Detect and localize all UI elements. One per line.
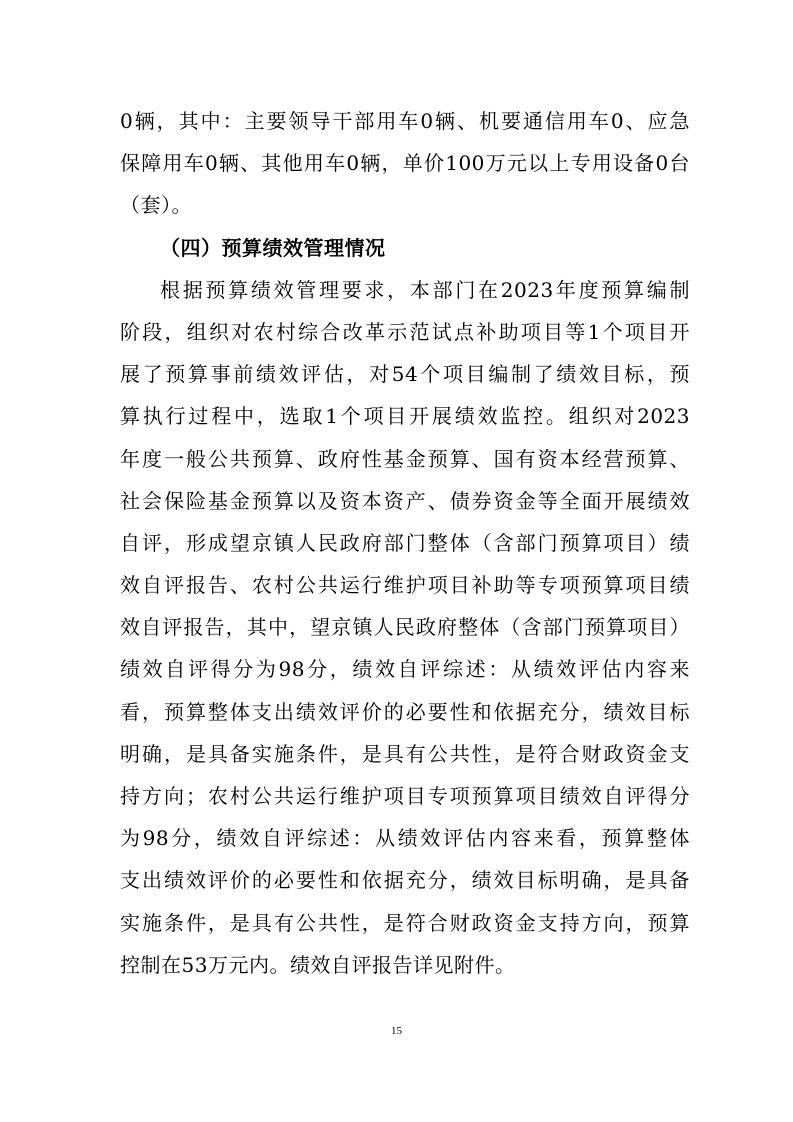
- text-line-19: 支出绩效评价的必要性和依据充分，绩效目标明确，是具备: [120, 868, 690, 893]
- text-line-7: 展了预算事前绩效评估，对54个项目编制了绩效目标，预: [120, 362, 690, 387]
- text-line-1: 0辆，其中：主要领导干部用车0辆、机要通信用车0、应急: [120, 109, 690, 133]
- text-line-8: 算执行过程中，选取1个项目开展绩效监控。组织对2023: [120, 404, 690, 429]
- text-line-3: （套）。: [120, 193, 192, 218]
- text-line-2: 保障用车0辆、其他用车0辆，单价100万元以上专用设备0台: [120, 151, 690, 176]
- text-line-17: 持方向；农村公共运行维护项目专项预算项目绩效自评得分: [120, 784, 690, 808]
- text-line-15: 看，预算整体支出绩效评价的必要性和依据充分，绩效目标: [120, 699, 690, 724]
- text-line-21: 控制在53万元内。绩效自评报告详见附件。: [120, 952, 516, 977]
- text-line-9: 年度一般公共预算、政府性基金预算、国有资本经营预算、: [120, 446, 690, 471]
- text-line-13: 效自评报告，其中，望京镇人民政府整体（含部门预算项目）: [120, 615, 690, 640]
- text-line-18: 为98分，绩效自评综述：从绩效评估内容来看，预算整体: [120, 826, 690, 851]
- body-text: [120, 100, 690, 986]
- text-line-20: 实施条件，是具有公共性，是符合财政资金支持方向，预算: [120, 910, 690, 935]
- text-line-12: 效自评报告、农村公共运行维护项目补助等专项预算项目绩: [120, 573, 690, 598]
- text-line-11: 自评，形成望京镇人民政府部门整体（含部门预算项目）绩: [120, 530, 690, 555]
- page-number: 15: [391, 1025, 402, 1037]
- text-line-14: 绩效自评得分为98分，绩效自评综述：从绩效评估内容来: [120, 657, 690, 682]
- section-heading: （四）预算绩效管理情况: [160, 235, 386, 260]
- text-line-5: 根据预算绩效管理要求，本部门在2023年度预算编制: [160, 277, 690, 302]
- text-line-16: 明确，是具备实施条件，是具有公共性，是符合财政资金支: [120, 741, 690, 766]
- text-line-10: 社会保险基金预算以及资本资产、债券资金等全面开展绩效: [120, 488, 690, 513]
- text-line-6: 阶段，组织对农村综合改革示范试点补助项目等1个项目开: [120, 319, 690, 344]
